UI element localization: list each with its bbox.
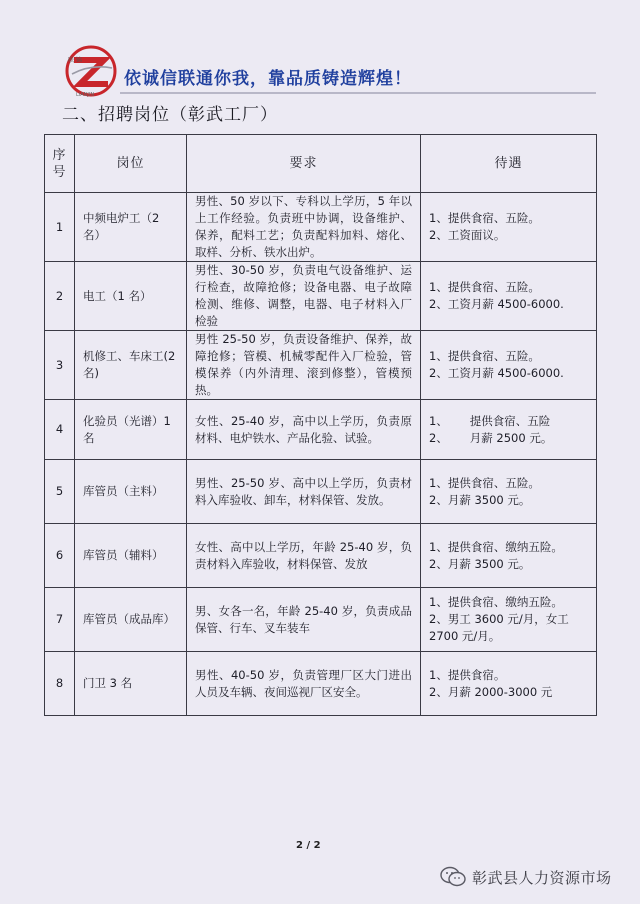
benefit-line: 2、工资月薪 4500-6000.: [429, 297, 564, 311]
row-position: 库管员（成品库）: [75, 588, 187, 652]
benefit-line: 1、提供食宿、缴纳五险。: [429, 539, 563, 554]
row-position: 化验员（光谱）1 名: [75, 400, 187, 460]
row-benefits: [421, 400, 597, 460]
row-number: 6: [45, 524, 75, 588]
header-benefits: 待遇: [421, 135, 597, 193]
header-requirements: 要求: [187, 135, 421, 193]
benefit-line: 1、提供食宿、五险。: [429, 349, 540, 363]
table-row: [45, 652, 597, 716]
page-number: 2 / 2: [296, 840, 321, 851]
benefit-line: 2、月薪 2000-3000 元: [429, 684, 553, 699]
table-body: [45, 193, 597, 716]
row-benefits: [421, 588, 597, 652]
row-number: 3: [45, 331, 75, 400]
watermark-text: 彰武县人力资源市场: [472, 868, 612, 887]
table-row: [45, 524, 597, 588]
benefit-line: 1、提供食宿、五险。: [429, 211, 540, 225]
table-row: [45, 460, 597, 524]
row-requirements: 男、女各一名，年龄 25-40 岁，负责成品保管、行车、叉车装车: [187, 588, 421, 652]
benefit-line: 1、提供食宿、缴纳五险。: [429, 595, 563, 609]
benefit-line: 1、提供食宿、五险。: [429, 280, 540, 294]
row-benefits: [421, 262, 597, 331]
section-title: 二、招聘岗位（彰武工厂）: [62, 105, 278, 125]
company-logo: [64, 44, 118, 100]
benefit-line: 2、月薪 3500 元。: [429, 492, 531, 507]
row-requirements: 男性、30-50 岁，负责电气设备维护、运行检查，故障抢修；设备电器、电子故障检测、维修、调整，电器、电子材料入厂检验: [187, 262, 421, 331]
row-number: 2: [45, 262, 75, 331]
row-number: 1: [45, 193, 75, 262]
watermark: [440, 866, 612, 888]
benefit-line: 2、工资面议。: [429, 228, 506, 242]
header-divider: [120, 92, 596, 94]
table-row: [45, 193, 597, 262]
row-position: 机修工、车床工(2名): [75, 331, 187, 400]
jobs-table: [44, 134, 597, 716]
row-number: 7: [45, 588, 75, 652]
table-row: [45, 588, 597, 652]
table-row: [45, 262, 597, 331]
row-number: 8: [45, 652, 75, 716]
row-requirements: 男性、25-50 岁、高中以上学历，负责材料入库验收、卸车，材料保管、发放。: [187, 460, 421, 524]
company-slogan: 依诚信联通你我，靠品质铸造辉煌！: [124, 69, 412, 89]
header-position: 岗位: [75, 135, 187, 193]
row-position: 电工（1 名）: [75, 262, 187, 331]
benefit-line: 2、月薪 3500 元。: [429, 556, 531, 571]
table-row: [45, 331, 597, 400]
row-position: 库管员（辅料）: [75, 524, 187, 588]
logo-ring-text: LIANJIN: [76, 92, 95, 98]
table-header-row: [45, 135, 597, 193]
row-requirements: 女性、高中以上学历，年龄 25-40 岁，负责材料入库验收，材料保管、发放: [187, 524, 421, 588]
row-requirements: 男性 25-50 岁，负责设备维护、保养，故障抢修；管模、机械零配件入厂检验，管模保养（内外清理、滚到修整），管模预热。: [187, 331, 421, 400]
row-benefits: [421, 193, 597, 262]
row-position: 库管员（主料）: [75, 460, 187, 524]
table-row: [45, 400, 597, 460]
row-requirements: 男性、40-50 岁，负责管理厂区大门进出人员及车辆、夜间巡视厂区安全。: [187, 652, 421, 716]
row-number: 5: [45, 460, 75, 524]
wechat-icon: [440, 866, 466, 888]
row-position: 门卫 3 名: [75, 652, 187, 716]
header-seq: [45, 135, 75, 193]
row-benefits: [421, 460, 597, 524]
benefit-line: 2、 月薪 2500 元。: [429, 430, 553, 445]
row-requirements: 女性、25-40 岁，高中以上学历，负责原材料、电炉铁水、产品化验、试验。: [187, 400, 421, 460]
row-number: 4: [45, 400, 75, 460]
benefit-line: 1、提供食宿、五险。: [429, 475, 540, 490]
row-position: 中频电炉工（2 名）: [75, 193, 187, 262]
benefit-line: 2、工资月薪 4500-6000.: [429, 366, 564, 380]
benefit-line: 1、提供食宿。: [429, 667, 506, 682]
row-benefits: [421, 331, 597, 400]
logo-text: 联 锦: [68, 57, 82, 64]
row-benefits: [421, 652, 597, 716]
benefit-line: 2、男工 3600 元/月，女工 2700 元/月。: [429, 612, 573, 643]
row-benefits: [421, 524, 597, 588]
row-requirements: 男性、50 岁以下、专科以上学历，5 年以上工作经验。负责班中协调，设备维护、保养，配料工艺；负责配料加料、熔化、取样、分析、铁水出炉。: [187, 193, 421, 262]
benefit-line: 1、 提供食宿、五险: [429, 413, 551, 428]
header-seq-label: 序 号: [52, 147, 67, 180]
